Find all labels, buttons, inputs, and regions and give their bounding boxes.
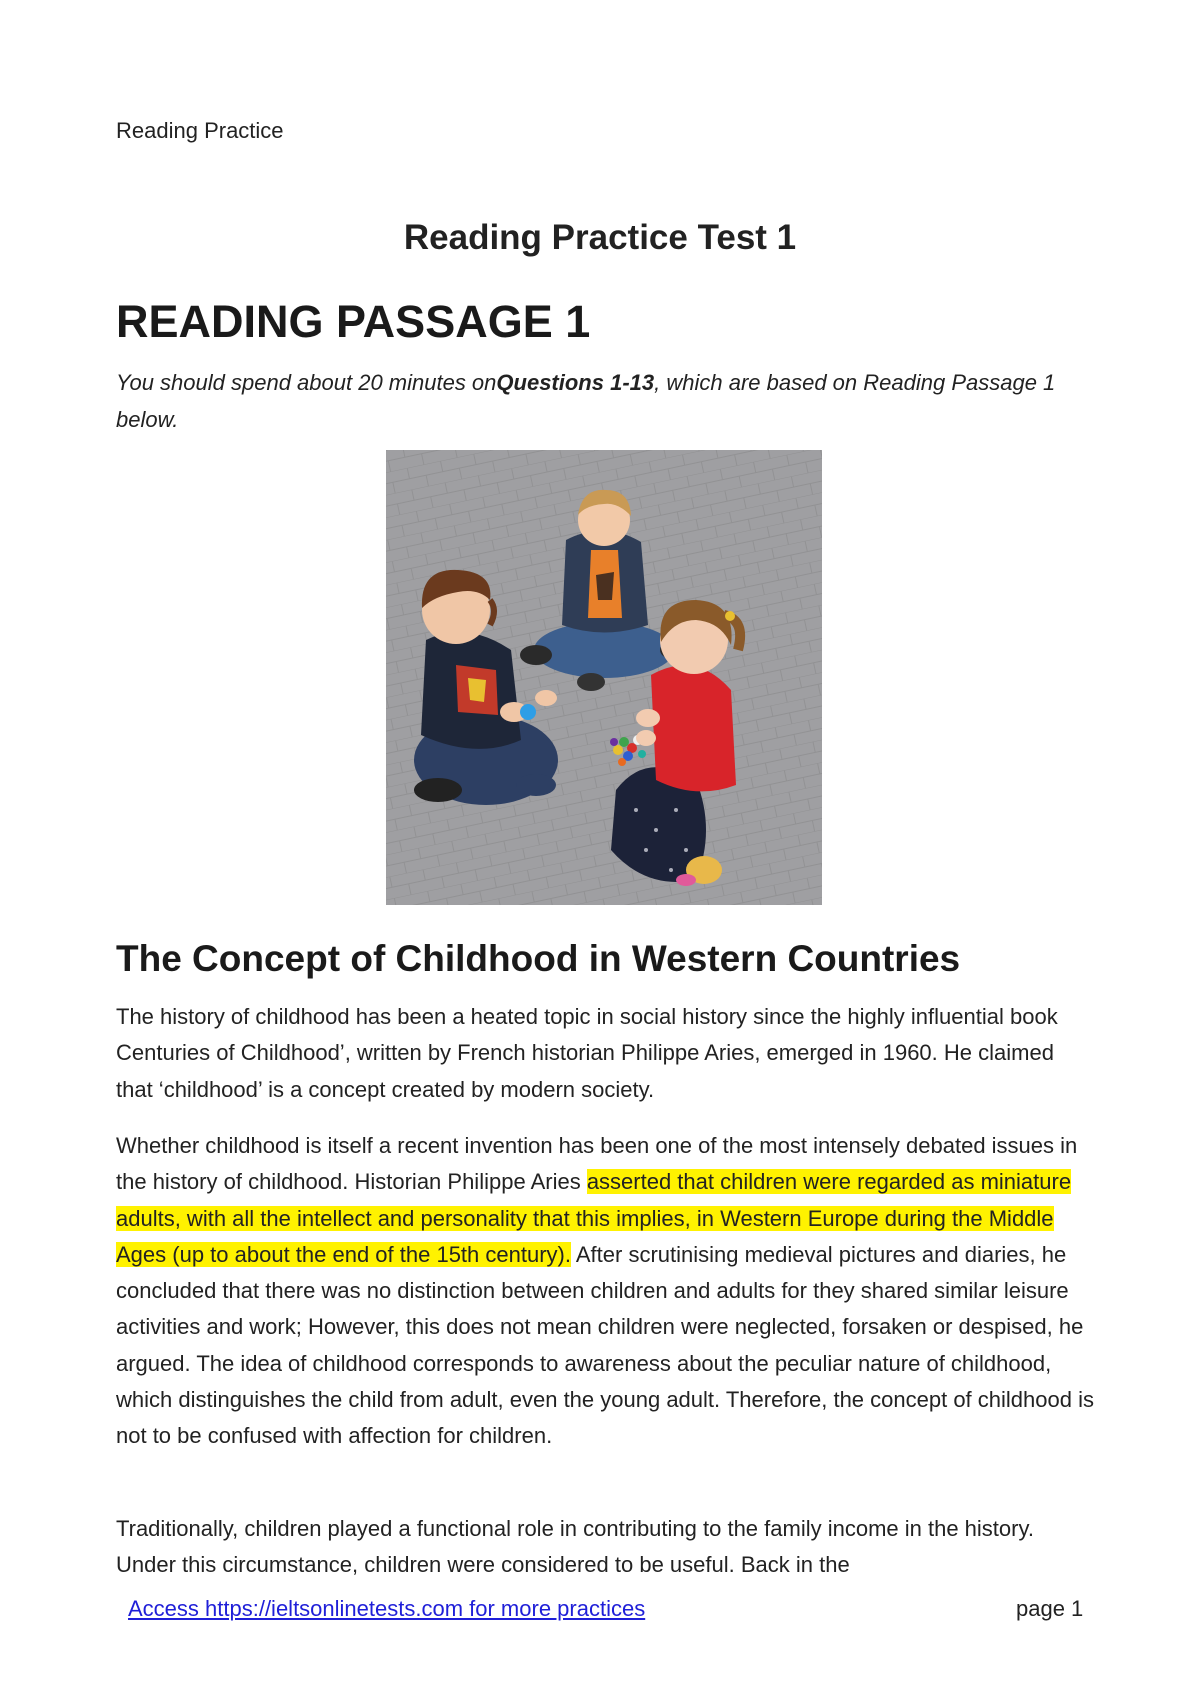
children-photo-illustration [386, 450, 822, 905]
running-head: Reading Practice [116, 118, 284, 143]
paragraph-2-end: After scrutinising medieval pictures and diaries, he concluded that there was no distinction between children and adults for they shared similar leisure activities and work; However, this does not mean children were neglected, forsaken or despised, he argued. The idea of childhood corresponds to awareness about the peculiar nature of childhood, which distinguishes the child from adult, even the young adult. Therefore, the concept of childhood is not to be confused with affection for children. [116, 1241, 1094, 1449]
paragraph-2 [116, 1128, 1096, 1455]
page-number: page 1 [1016, 1596, 1084, 1621]
passage-heading: READING PASSAGE 1 [116, 296, 591, 347]
instruction-start: You should spend about 20 minutes on [116, 370, 497, 395]
highlighted-text: asserted that children were regarded as miniature adults, with all the intellect and personality that this implies, in Western Europe during the Middle Ages (up to about the end of the 15th century). [116, 1169, 1072, 1267]
instruction-questions: Questions 1-13 [496, 370, 655, 395]
test-title: Reading Practice Test 1 [403, 218, 797, 257]
children-photo [386, 450, 822, 905]
instruction-end: , which are based on Reading Passage 1 below. [116, 370, 1056, 432]
instruction [116, 364, 1086, 438]
paragraph-2-start: Whether childhood is itself a recent invention has been one of the most intensely debated issues in the history of childhood. Historian Philippe Aries [116, 1133, 1078, 1195]
article-title: The Concept of Childhood in Western Countries [116, 938, 961, 979]
paragraph-3: Traditionally, children played a functional role in contributing to the family income in the history. Under this circumstance, children were considered to be useful. Back in the [116, 1516, 1034, 1578]
footer-link[interactable]: Access https://ieltsonlinetests.com for more practices [128, 1596, 646, 1621]
paragraph-1: The history of childhood has been a heated topic in social history since the highly influential book Centuries of Childhood’, written by French historian Philippe Aries, emerged in 1960. He claimed that ‘childhood’ is a concept created by modern society. [116, 1004, 1058, 1102]
